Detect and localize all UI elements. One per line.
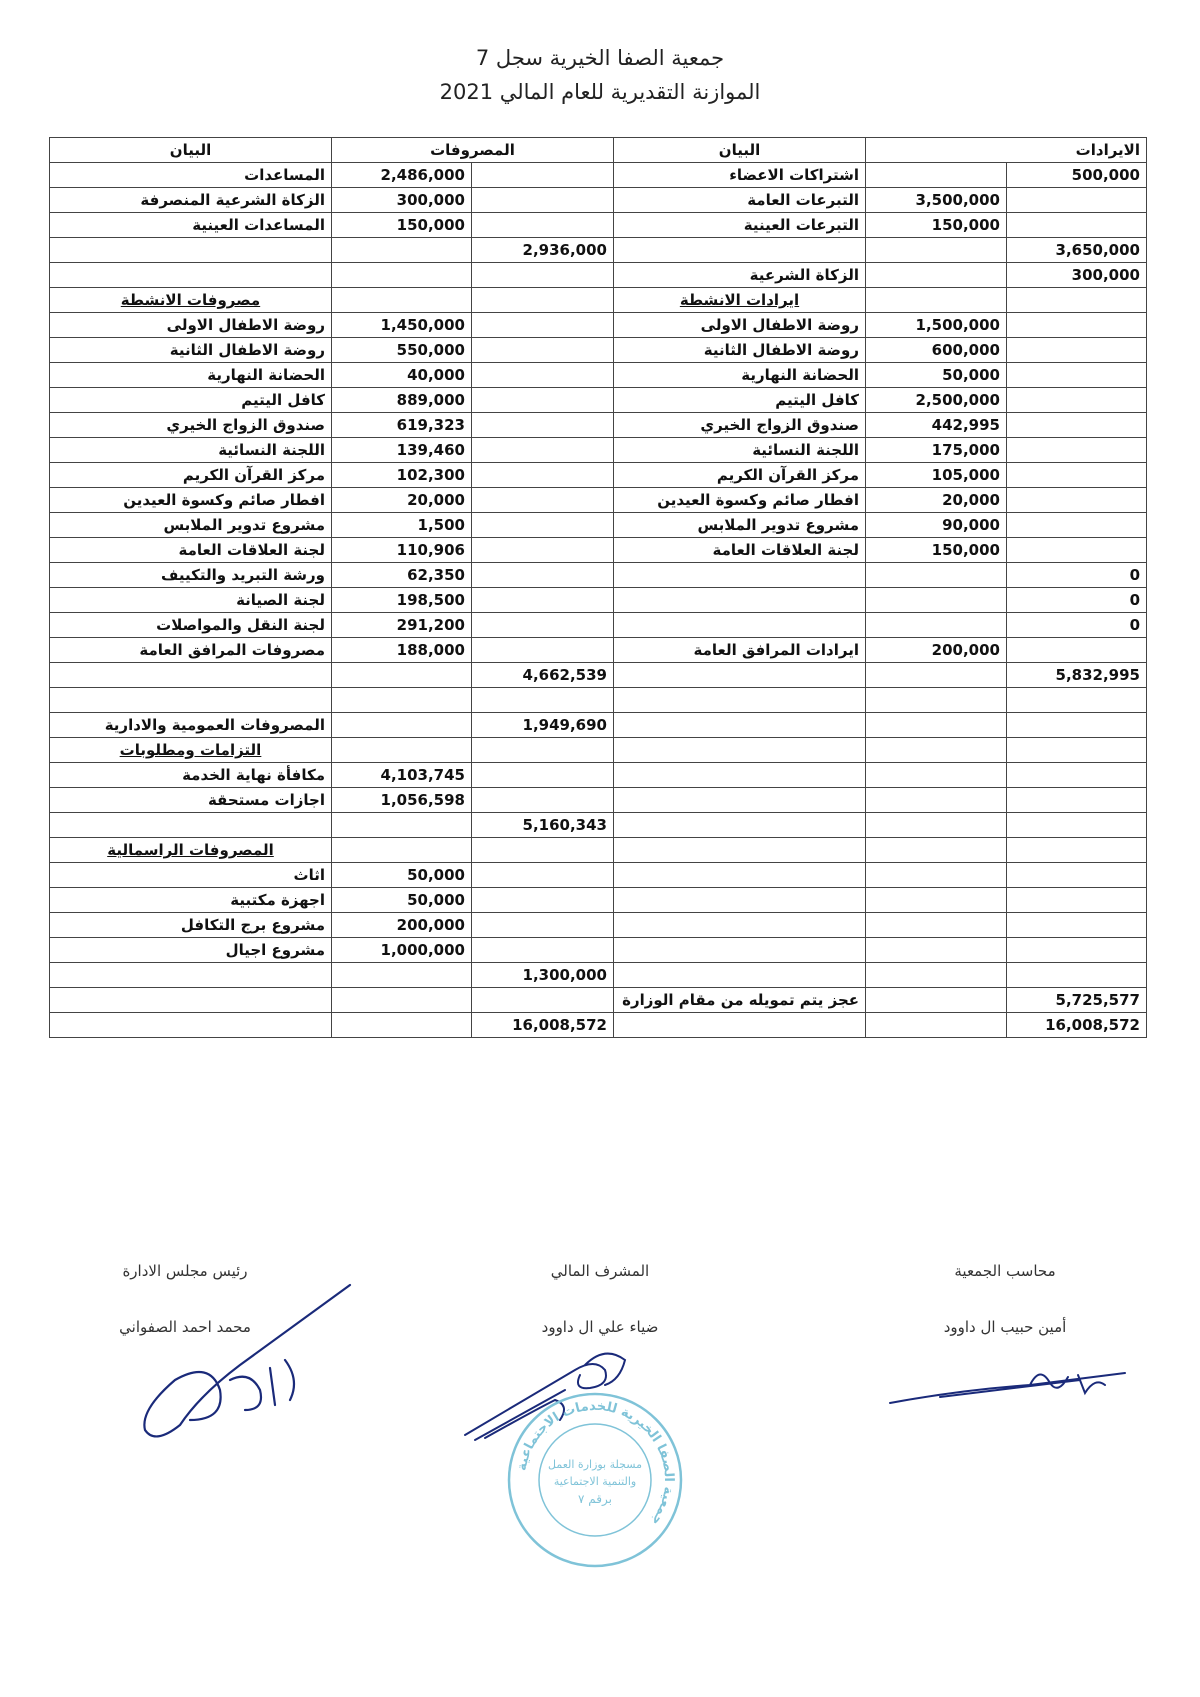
revenue-amount: 150,000 xyxy=(866,213,1007,238)
revenue-amount xyxy=(866,788,1007,813)
budget-row xyxy=(50,963,1147,988)
expense-description: التزامات ومطلوبات xyxy=(50,738,332,763)
expense-amount xyxy=(332,663,472,688)
revenue-amount: 105,000 xyxy=(866,463,1007,488)
budget-row xyxy=(50,413,1147,438)
revenue-description: اللجنة النسائية xyxy=(614,438,866,463)
expense-description: روضة الاطفال الاولى xyxy=(50,313,332,338)
expense-subtotal xyxy=(472,513,614,538)
signature-name: أمين حبيب ال داوود xyxy=(943,1318,1067,1336)
revenue-description xyxy=(614,1013,866,1038)
signature-role: محاسب الجمعية xyxy=(954,1262,1056,1280)
revenue-description xyxy=(614,963,866,988)
revenue-description: مركز القرآن الكريم xyxy=(614,463,866,488)
expense-amount xyxy=(332,263,472,288)
budget-row xyxy=(50,738,1147,763)
expense-amount: 2,486,000 xyxy=(332,163,472,188)
revenue-description: التبرعات العينية xyxy=(614,213,866,238)
expense-amount xyxy=(332,238,472,263)
budget-row xyxy=(50,188,1147,213)
expense-subtotal xyxy=(472,388,614,413)
revenue-subtotal xyxy=(1007,963,1147,988)
total-row xyxy=(50,1013,1147,1038)
expense-subtotal xyxy=(472,988,614,1013)
revenue-amount xyxy=(866,963,1007,988)
expense-subtotal: 4,662,539 xyxy=(472,663,614,688)
revenue-amount xyxy=(866,163,1007,188)
revenue-amount xyxy=(866,588,1007,613)
svg-text:جمعية الصفا الخيرية للخدمات ال: جمعية الصفا الخيرية للخدمات الاجتماعية xyxy=(514,1398,677,1529)
expense-amount: 1,450,000 xyxy=(332,313,472,338)
revenue-description: الحضانة النهارية xyxy=(614,363,866,388)
revenue-amount xyxy=(866,663,1007,688)
revenue-description xyxy=(614,738,866,763)
revenue-description: الزكاة الشرعية xyxy=(614,263,866,288)
expense-description: لجنة الصيانة xyxy=(50,588,332,613)
budget-row xyxy=(50,388,1147,413)
expense-subtotal xyxy=(472,163,614,188)
expense-amount: 1,000,000 xyxy=(332,938,472,963)
expense-description: اللجنة النسائية xyxy=(50,438,332,463)
revenue-description xyxy=(614,813,866,838)
expense-amount xyxy=(332,813,472,838)
expense-amount: 1,056,598 xyxy=(332,788,472,813)
revenue-description xyxy=(614,713,866,738)
revenue-subtotal: 0 xyxy=(1007,563,1147,588)
revenue-description: اشتراكات الاعضاء xyxy=(614,163,866,188)
expense-amount xyxy=(332,688,472,713)
expense-amount: 1,500 xyxy=(332,513,472,538)
expense-amount: 300,000 xyxy=(332,188,472,213)
expense-description xyxy=(50,813,332,838)
revenue-amount: 175,000 xyxy=(866,438,1007,463)
budget-row xyxy=(50,838,1147,863)
budget-row xyxy=(50,313,1147,338)
revenue-description: عجز يتم تمويله من مقام الوزارة xyxy=(614,988,866,1013)
revenue-description: ايرادات الانشطة xyxy=(614,288,866,313)
expense-subtotal: 2,936,000 xyxy=(472,238,614,263)
expense-subtotal xyxy=(472,913,614,938)
revenue-subtotal xyxy=(1007,288,1147,313)
expense-subtotal: 16,008,572 xyxy=(472,1013,614,1038)
revenue-subtotal xyxy=(1007,913,1147,938)
expense-description: لجنة النقل والمواصلات xyxy=(50,613,332,638)
revenues-statement-header: البيان xyxy=(614,138,866,163)
revenue-description xyxy=(614,663,866,688)
revenue-subtotal xyxy=(1007,438,1147,463)
budget-row xyxy=(50,288,1147,313)
chairman-handwritten-signature xyxy=(60,1270,360,1450)
revenue-subtotal: 5,832,995 xyxy=(1007,663,1147,688)
expense-description: كافل اليتيم xyxy=(50,388,332,413)
revenue-description xyxy=(614,863,866,888)
revenue-description: لجنة العلاقات العامة xyxy=(614,538,866,563)
revenue-subtotal xyxy=(1007,688,1147,713)
expense-description: المصروفات العمومية والادارية xyxy=(50,713,332,738)
revenue-description xyxy=(614,563,866,588)
expense-description: مصروفات المرافق العامة xyxy=(50,638,332,663)
revenue-description xyxy=(614,763,866,788)
budget-row xyxy=(50,813,1147,838)
expense-amount xyxy=(332,713,472,738)
budget-row xyxy=(50,538,1147,563)
budget-row xyxy=(50,238,1147,263)
revenue-subtotal xyxy=(1007,638,1147,663)
expense-amount: 550,000 xyxy=(332,338,472,363)
revenue-subtotal: 500,000 xyxy=(1007,163,1147,188)
signature-block-accountant xyxy=(910,1262,1100,1336)
expense-description: افطار صائم وكسوة العيدين xyxy=(50,488,332,513)
revenue-description xyxy=(614,788,866,813)
revenue-subtotal xyxy=(1007,513,1147,538)
budget-row xyxy=(50,763,1147,788)
budget-row xyxy=(50,563,1147,588)
revenue-amount xyxy=(866,1013,1007,1038)
expense-amount xyxy=(332,1013,472,1038)
revenue-subtotal: 300,000 xyxy=(1007,263,1147,288)
revenue-subtotal xyxy=(1007,888,1147,913)
budget-row xyxy=(50,263,1147,288)
revenue-subtotal xyxy=(1007,863,1147,888)
signature-name: ضياء علي ال داوود xyxy=(541,1318,659,1336)
expense-amount: 889,000 xyxy=(332,388,472,413)
expense-subtotal: 5,160,343 xyxy=(472,813,614,838)
expense-description: المساعدات xyxy=(50,163,332,188)
revenue-description: مشروع تدوير الملابس xyxy=(614,513,866,538)
revenue-amount xyxy=(866,913,1007,938)
expense-amount: 110,906 xyxy=(332,538,472,563)
revenue-amount xyxy=(866,888,1007,913)
expense-subtotal xyxy=(472,363,614,388)
revenue-subtotal: 0 xyxy=(1007,588,1147,613)
expenses-header: المصروفات xyxy=(332,138,614,163)
budget-row xyxy=(50,213,1147,238)
revenue-amount xyxy=(866,738,1007,763)
revenue-subtotal xyxy=(1007,788,1147,813)
expense-subtotal xyxy=(472,463,614,488)
expense-amount: 50,000 xyxy=(332,888,472,913)
budget-table xyxy=(49,137,1147,1038)
expense-subtotal: 1,300,000 xyxy=(472,963,614,988)
revenue-subtotal xyxy=(1007,313,1147,338)
expense-amount: 40,000 xyxy=(332,363,472,388)
revenue-subtotal xyxy=(1007,363,1147,388)
revenue-subtotal xyxy=(1007,813,1147,838)
revenue-amount xyxy=(866,613,1007,638)
expense-description: مصروفات الانشطة xyxy=(50,288,332,313)
revenue-subtotal xyxy=(1007,463,1147,488)
budget-row xyxy=(50,713,1147,738)
budget-row xyxy=(50,913,1147,938)
budget-row xyxy=(50,438,1147,463)
expense-subtotal xyxy=(472,638,614,663)
revenue-amount: 200,000 xyxy=(866,638,1007,663)
revenue-subtotal xyxy=(1007,938,1147,963)
revenue-description: التبرعات العامة xyxy=(614,188,866,213)
header-row xyxy=(50,138,1147,163)
expense-subtotal xyxy=(472,888,614,913)
revenue-description: افطار صائم وكسوة العيدين xyxy=(614,488,866,513)
expense-subtotal xyxy=(472,738,614,763)
budget-row xyxy=(50,513,1147,538)
revenue-subtotal xyxy=(1007,338,1147,363)
budget-row xyxy=(50,788,1147,813)
revenue-subtotal xyxy=(1007,738,1147,763)
revenue-description xyxy=(614,838,866,863)
revenue-subtotal xyxy=(1007,713,1147,738)
revenue-description xyxy=(614,588,866,613)
budget-row xyxy=(50,863,1147,888)
expense-description: مشروع اجيال xyxy=(50,938,332,963)
budget-row xyxy=(50,938,1147,963)
expense-description: صندوق الزواج الخيري xyxy=(50,413,332,438)
expense-subtotal xyxy=(472,438,614,463)
expense-amount: 20,000 xyxy=(332,488,472,513)
svg-text:برقم ٧: برقم ٧ xyxy=(578,1492,612,1506)
budget-row xyxy=(50,338,1147,363)
budget-row xyxy=(50,888,1147,913)
revenue-description xyxy=(614,888,866,913)
revenue-subtotal: 5,725,577 xyxy=(1007,988,1147,1013)
revenue-description xyxy=(614,913,866,938)
revenue-amount: 150,000 xyxy=(866,538,1007,563)
expense-description: اجهزة مكتبية xyxy=(50,888,332,913)
revenue-amount: 600,000 xyxy=(866,338,1007,363)
expense-subtotal xyxy=(472,563,614,588)
revenue-amount xyxy=(866,813,1007,838)
budget-row xyxy=(50,688,1147,713)
revenue-amount xyxy=(866,938,1007,963)
expense-description: ورشة التبريد والتكييف xyxy=(50,563,332,588)
expense-description xyxy=(50,988,332,1013)
expense-subtotal xyxy=(472,688,614,713)
expense-amount: 102,300 xyxy=(332,463,472,488)
revenue-amount xyxy=(866,263,1007,288)
budget-row xyxy=(50,163,1147,188)
revenue-description: روضة الاطفال الثانية xyxy=(614,338,866,363)
revenue-amount xyxy=(866,863,1007,888)
revenue-subtotal xyxy=(1007,838,1147,863)
signature-block-financial-supervisor xyxy=(505,1262,695,1336)
expense-subtotal xyxy=(472,413,614,438)
expense-description: مشروع تدوير الملابس xyxy=(50,513,332,538)
expense-subtotal xyxy=(472,938,614,963)
revenue-amount xyxy=(866,713,1007,738)
expense-amount: 291,200 xyxy=(332,613,472,638)
revenue-subtotal xyxy=(1007,763,1147,788)
expense-amount: 4,103,745 xyxy=(332,763,472,788)
expense-description: روضة الاطفال الثانية xyxy=(50,338,332,363)
svg-text:مسجلة بوزارة العمل: مسجلة بوزارة العمل xyxy=(548,1458,642,1471)
expense-amount: 150,000 xyxy=(332,213,472,238)
revenue-subtotal: 3,650,000 xyxy=(1007,238,1147,263)
revenue-amount xyxy=(866,988,1007,1013)
document-subtitle: الموازنة التقديرية للعام المالي 2021 xyxy=(439,80,761,104)
revenue-amount: 2,500,000 xyxy=(866,388,1007,413)
expense-description: اثاث xyxy=(50,863,332,888)
budget-row xyxy=(50,363,1147,388)
revenue-amount xyxy=(866,563,1007,588)
expense-amount: 619,323 xyxy=(332,413,472,438)
revenue-amount: 90,000 xyxy=(866,513,1007,538)
budget-row xyxy=(50,588,1147,613)
expense-amount xyxy=(332,288,472,313)
expense-subtotal xyxy=(472,188,614,213)
revenue-subtotal xyxy=(1007,413,1147,438)
expense-description: المساعدات العينية xyxy=(50,213,332,238)
revenue-amount xyxy=(866,238,1007,263)
expense-amount: 200,000 xyxy=(332,913,472,938)
expense-subtotal xyxy=(472,613,614,638)
revenue-description: كافل اليتيم xyxy=(614,388,866,413)
expense-subtotal xyxy=(472,338,614,363)
expense-description xyxy=(50,688,332,713)
accountant-handwritten-signature xyxy=(880,1355,1130,1415)
revenue-subtotal xyxy=(1007,488,1147,513)
revenue-description xyxy=(614,938,866,963)
budget-row xyxy=(50,613,1147,638)
expense-description xyxy=(50,663,332,688)
expense-amount: 188,000 xyxy=(332,638,472,663)
revenue-subtotal xyxy=(1007,388,1147,413)
expense-amount: 50,000 xyxy=(332,863,472,888)
expense-subtotal xyxy=(472,863,614,888)
expense-description: لجنة العلاقات العامة xyxy=(50,538,332,563)
signature-role: المشرف المالي xyxy=(550,1262,650,1280)
expense-subtotal xyxy=(472,213,614,238)
revenue-amount xyxy=(866,763,1007,788)
expense-description: مشروع برج التكافل xyxy=(50,913,332,938)
revenue-amount xyxy=(866,288,1007,313)
svg-text:والتنمية الاجتماعية: والتنمية الاجتماعية xyxy=(553,1475,637,1488)
revenue-subtotal: 16,008,572 xyxy=(1007,1013,1147,1038)
budget-row xyxy=(50,663,1147,688)
revenue-subtotal xyxy=(1007,188,1147,213)
expense-amount: 62,350 xyxy=(332,563,472,588)
expense-subtotal xyxy=(472,288,614,313)
expense-description: مركز القرآن الكريم xyxy=(50,463,332,488)
revenue-amount xyxy=(866,838,1007,863)
expense-amount: 139,460 xyxy=(332,438,472,463)
budget-row xyxy=(50,463,1147,488)
revenue-amount: 20,000 xyxy=(866,488,1007,513)
expense-description: الحضانة النهارية xyxy=(50,363,332,388)
revenue-amount: 3,500,000 xyxy=(866,188,1007,213)
budget-row xyxy=(50,988,1147,1013)
expense-amount xyxy=(332,738,472,763)
budget-row xyxy=(50,638,1147,663)
expense-amount: 198,500 xyxy=(332,588,472,613)
budget-row xyxy=(50,488,1147,513)
expense-amount xyxy=(332,963,472,988)
expense-subtotal xyxy=(472,313,614,338)
revenue-subtotal xyxy=(1007,538,1147,563)
expense-description xyxy=(50,263,332,288)
revenue-description xyxy=(614,688,866,713)
expense-subtotal xyxy=(472,788,614,813)
expense-description: اجازات مستحقة xyxy=(50,788,332,813)
expenses-statement-header: البيان xyxy=(50,138,332,163)
document-title: جمعية الصفا الخيرية سجل 7 xyxy=(475,46,725,70)
revenue-amount: 1,500,000 xyxy=(866,313,1007,338)
association-stamp xyxy=(505,1390,685,1570)
revenue-subtotal xyxy=(1007,213,1147,238)
revenue-description: روضة الاطفال الاولى xyxy=(614,313,866,338)
signature-role: رئيس مجلس الادارة xyxy=(122,1262,248,1280)
expense-description: مكافأة نهاية الخدمة xyxy=(50,763,332,788)
revenue-description xyxy=(614,238,866,263)
expense-description xyxy=(50,238,332,263)
expense-subtotal xyxy=(472,588,614,613)
revenue-amount: 50,000 xyxy=(866,363,1007,388)
expense-subtotal xyxy=(472,538,614,563)
revenue-description: ايرادات المرافق العامة xyxy=(614,638,866,663)
expense-subtotal xyxy=(472,488,614,513)
expense-description: الزكاة الشرعية المنصرفة xyxy=(50,188,332,213)
expense-amount xyxy=(332,988,472,1013)
expense-subtotal xyxy=(472,838,614,863)
expense-description xyxy=(50,1013,332,1038)
revenue-amount xyxy=(866,688,1007,713)
revenue-description xyxy=(614,613,866,638)
expense-subtotal xyxy=(472,263,614,288)
revenue-amount: 442,995 xyxy=(866,413,1007,438)
revenue-subtotal: 0 xyxy=(1007,613,1147,638)
expense-description xyxy=(50,963,332,988)
expense-subtotal: 1,949,690 xyxy=(472,713,614,738)
revenues-header: الايرادات xyxy=(866,138,1147,163)
expense-amount xyxy=(332,838,472,863)
revenue-description: صندوق الزواج الخيري xyxy=(614,413,866,438)
expense-subtotal xyxy=(472,763,614,788)
expense-description: المصروفات الراسمالية xyxy=(50,838,332,863)
signature-name: محمد احمد الصفواني xyxy=(119,1318,251,1336)
